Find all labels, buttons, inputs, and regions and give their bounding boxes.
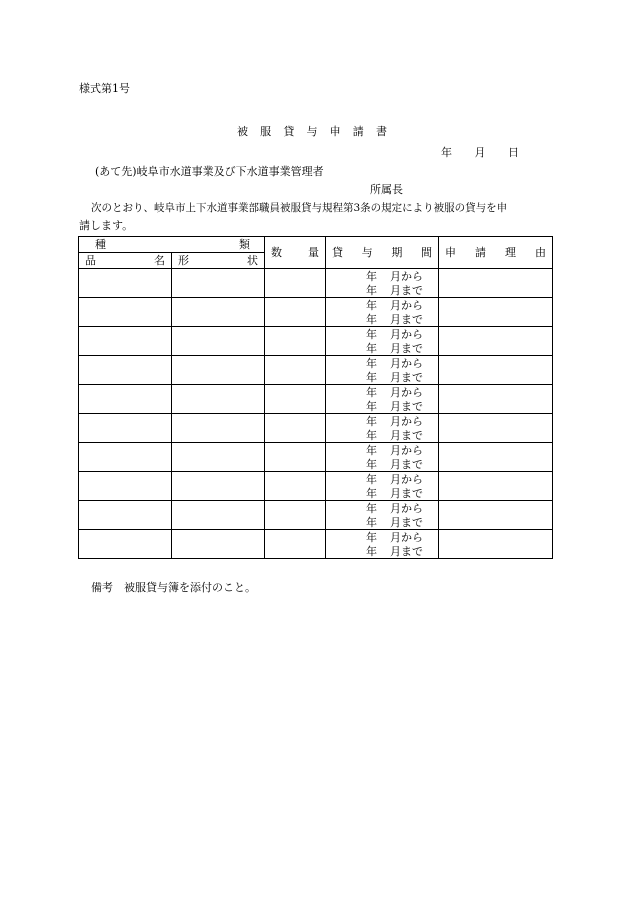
table-row xyxy=(79,530,553,545)
item-name-cell[interactable] xyxy=(79,356,172,385)
reason-char: 申 xyxy=(445,246,456,259)
quantity-cell[interactable] xyxy=(265,501,326,530)
period-from-label: 月から xyxy=(390,501,423,515)
loan-period-to-cell[interactable] xyxy=(326,515,439,530)
period-to-label: 月まで xyxy=(390,544,423,558)
period-from-label: 月から xyxy=(390,443,423,457)
loan-period-from-cell[interactable] xyxy=(326,443,439,458)
reason-cell[interactable] xyxy=(439,269,553,298)
kind-char: 種 xyxy=(95,238,106,251)
loan-period-from-cell[interactable] xyxy=(326,327,439,342)
period-to-label: 月まで xyxy=(390,283,423,297)
table-row xyxy=(79,269,553,284)
reason-char: 由 xyxy=(535,246,546,259)
shape-char: 状 xyxy=(247,254,258,267)
title-char: 請 xyxy=(352,125,364,138)
item-name-cell[interactable] xyxy=(79,414,172,443)
item-name-cell[interactable] xyxy=(79,530,172,559)
period-year-label: 年 xyxy=(366,414,377,428)
reason-cell[interactable] xyxy=(439,414,553,443)
item-name-cell[interactable] xyxy=(79,443,172,472)
date-month: 月 xyxy=(474,146,486,159)
period-char: 与 xyxy=(361,246,373,259)
period-year-label: 年 xyxy=(366,269,377,283)
loan-period-from-cell[interactable] xyxy=(326,530,439,545)
loan-period-header xyxy=(326,237,439,269)
reason-cell[interactable] xyxy=(439,356,553,385)
shape-cell[interactable] xyxy=(172,443,265,472)
reason-cell[interactable] xyxy=(439,298,553,327)
period-year-label: 年 xyxy=(366,457,377,471)
reason-char: 請 xyxy=(475,246,486,259)
body-text-line-2: 請します。 xyxy=(79,219,134,232)
shape-cell[interactable] xyxy=(172,298,265,327)
quantity-cell[interactable] xyxy=(265,385,326,414)
period-to-label: 月まで xyxy=(390,515,423,529)
period-year-label: 年 xyxy=(366,515,377,529)
loan-period-to-cell[interactable] xyxy=(326,370,439,385)
table-row xyxy=(79,472,553,487)
table-row xyxy=(79,327,553,342)
period-from-label: 月から xyxy=(390,356,423,370)
quantity-cell[interactable] xyxy=(265,298,326,327)
period-year-label: 年 xyxy=(366,501,377,515)
shape-cell[interactable] xyxy=(172,530,265,559)
period-year-label: 年 xyxy=(366,544,377,558)
shape-cell[interactable] xyxy=(172,414,265,443)
item-name-char: 名 xyxy=(154,254,165,267)
kind-char: 類 xyxy=(239,238,250,251)
reason-cell[interactable] xyxy=(439,472,553,501)
quantity-cell[interactable] xyxy=(265,472,326,501)
period-char: 貸 xyxy=(332,246,343,259)
reason-char: 理 xyxy=(505,246,516,259)
note: 備考 被服貸与簿を添付のこと。 xyxy=(91,581,256,594)
loan-period-to-cell[interactable] xyxy=(326,457,439,472)
period-year-label: 年 xyxy=(366,443,377,457)
title-char: 与 xyxy=(306,125,318,138)
shape-cell[interactable] xyxy=(172,501,265,530)
item-name-header xyxy=(79,253,172,269)
quantity-cell[interactable] xyxy=(265,530,326,559)
quantity-cell[interactable] xyxy=(265,327,326,356)
table-row xyxy=(79,501,553,516)
period-from-label: 月から xyxy=(390,327,423,341)
department-head-label: 所属長 xyxy=(370,183,403,196)
addressee: (あて先)岐阜市水道事業及び下水道事業管理者 xyxy=(95,165,324,178)
quantity-char: 数 xyxy=(271,246,282,259)
kind-header xyxy=(79,237,265,253)
period-year-label: 年 xyxy=(366,327,377,341)
item-name-cell[interactable] xyxy=(79,298,172,327)
period-year-label: 年 xyxy=(366,428,377,442)
shape-cell[interactable] xyxy=(172,269,265,298)
table-row xyxy=(79,414,553,429)
period-from-label: 月から xyxy=(390,298,423,312)
shape-cell[interactable] xyxy=(172,356,265,385)
quantity-cell[interactable] xyxy=(265,356,326,385)
document-title xyxy=(237,126,387,137)
item-name-cell[interactable] xyxy=(79,385,172,414)
period-to-label: 月まで xyxy=(390,341,423,355)
table-row xyxy=(79,356,553,371)
title-char: 貸 xyxy=(283,125,295,138)
title-char: 書 xyxy=(375,125,387,138)
loan-period-from-cell[interactable] xyxy=(326,298,439,313)
table-row xyxy=(79,298,553,313)
table-row xyxy=(79,385,553,400)
period-to-label: 月まで xyxy=(390,399,423,413)
period-from-label: 月から xyxy=(390,530,423,544)
quantity-cell[interactable] xyxy=(265,269,326,298)
form-number: 様式第1号 xyxy=(79,82,130,95)
quantity-cell[interactable] xyxy=(265,414,326,443)
period-to-label: 月まで xyxy=(390,312,423,326)
period-from-label: 月から xyxy=(390,269,423,283)
period-year-label: 年 xyxy=(366,486,377,500)
period-year-label: 年 xyxy=(366,298,377,312)
period-year-label: 年 xyxy=(366,370,377,384)
item-name-cell[interactable] xyxy=(79,501,172,530)
period-year-label: 年 xyxy=(366,530,377,544)
loan-period-from-cell[interactable] xyxy=(326,385,439,400)
period-year-label: 年 xyxy=(366,399,377,413)
period-from-label: 月から xyxy=(390,472,423,486)
loan-period-from-cell[interactable] xyxy=(326,356,439,371)
reason-cell[interactable] xyxy=(439,501,553,530)
clothing-loan-table xyxy=(78,236,553,559)
period-from-label: 月から xyxy=(390,385,423,399)
body-text-line-1: 次のとおり、岐阜市上下水道事業部職員被服貸与規程第3条の規定により被服の貸与を申 xyxy=(91,202,508,214)
loan-period-to-cell[interactable] xyxy=(326,312,439,327)
quantity-header xyxy=(265,237,326,269)
title-char: 被 xyxy=(237,125,248,138)
period-to-label: 月まで xyxy=(390,486,423,500)
title-char: 申 xyxy=(329,125,341,138)
loan-period-from-cell[interactable] xyxy=(326,472,439,487)
period-year-label: 年 xyxy=(366,341,377,355)
period-year-label: 年 xyxy=(366,385,377,399)
shape-header xyxy=(172,253,265,269)
item-name-char: 品 xyxy=(85,254,96,267)
item-name-cell[interactable] xyxy=(79,269,172,298)
period-year-label: 年 xyxy=(366,312,377,326)
title-char: 服 xyxy=(260,125,272,138)
period-from-label: 月から xyxy=(390,414,423,428)
period-to-label: 月まで xyxy=(390,370,423,384)
period-char: 期 xyxy=(391,246,403,259)
quantity-char: 量 xyxy=(308,246,319,259)
item-name-cell[interactable] xyxy=(79,472,172,501)
loan-period-from-cell[interactable] xyxy=(326,414,439,429)
period-char: 間 xyxy=(420,246,432,259)
reason-header xyxy=(439,237,553,269)
loan-period-to-cell[interactable] xyxy=(326,486,439,501)
reason-cell[interactable] xyxy=(439,443,553,472)
period-to-label: 月まで xyxy=(390,428,423,442)
loan-period-to-cell[interactable] xyxy=(326,341,439,356)
date-day: 日 xyxy=(508,146,519,159)
loan-period-from-cell[interactable] xyxy=(326,269,439,284)
period-year-label: 年 xyxy=(366,283,377,297)
shape-cell[interactable] xyxy=(172,385,265,414)
period-to-label: 月まで xyxy=(390,457,423,471)
shape-cell[interactable] xyxy=(172,327,265,356)
period-year-label: 年 xyxy=(366,356,377,370)
reason-cell[interactable] xyxy=(439,530,553,559)
shape-cell[interactable] xyxy=(172,472,265,501)
quantity-cell[interactable] xyxy=(265,443,326,472)
item-name-cell[interactable] xyxy=(79,327,172,356)
loan-period-to-cell[interactable] xyxy=(326,283,439,298)
reason-cell[interactable] xyxy=(439,385,553,414)
period-year-label: 年 xyxy=(366,472,377,486)
date-year: 年 xyxy=(441,146,452,159)
table-row xyxy=(79,443,553,458)
shape-char: 形 xyxy=(178,254,189,267)
loan-period-to-cell[interactable] xyxy=(326,399,439,414)
reason-cell[interactable] xyxy=(439,327,553,356)
loan-period-to-cell[interactable] xyxy=(326,428,439,443)
date-line xyxy=(441,147,519,158)
loan-period-from-cell[interactable] xyxy=(326,501,439,516)
loan-period-to-cell[interactable] xyxy=(326,544,439,559)
